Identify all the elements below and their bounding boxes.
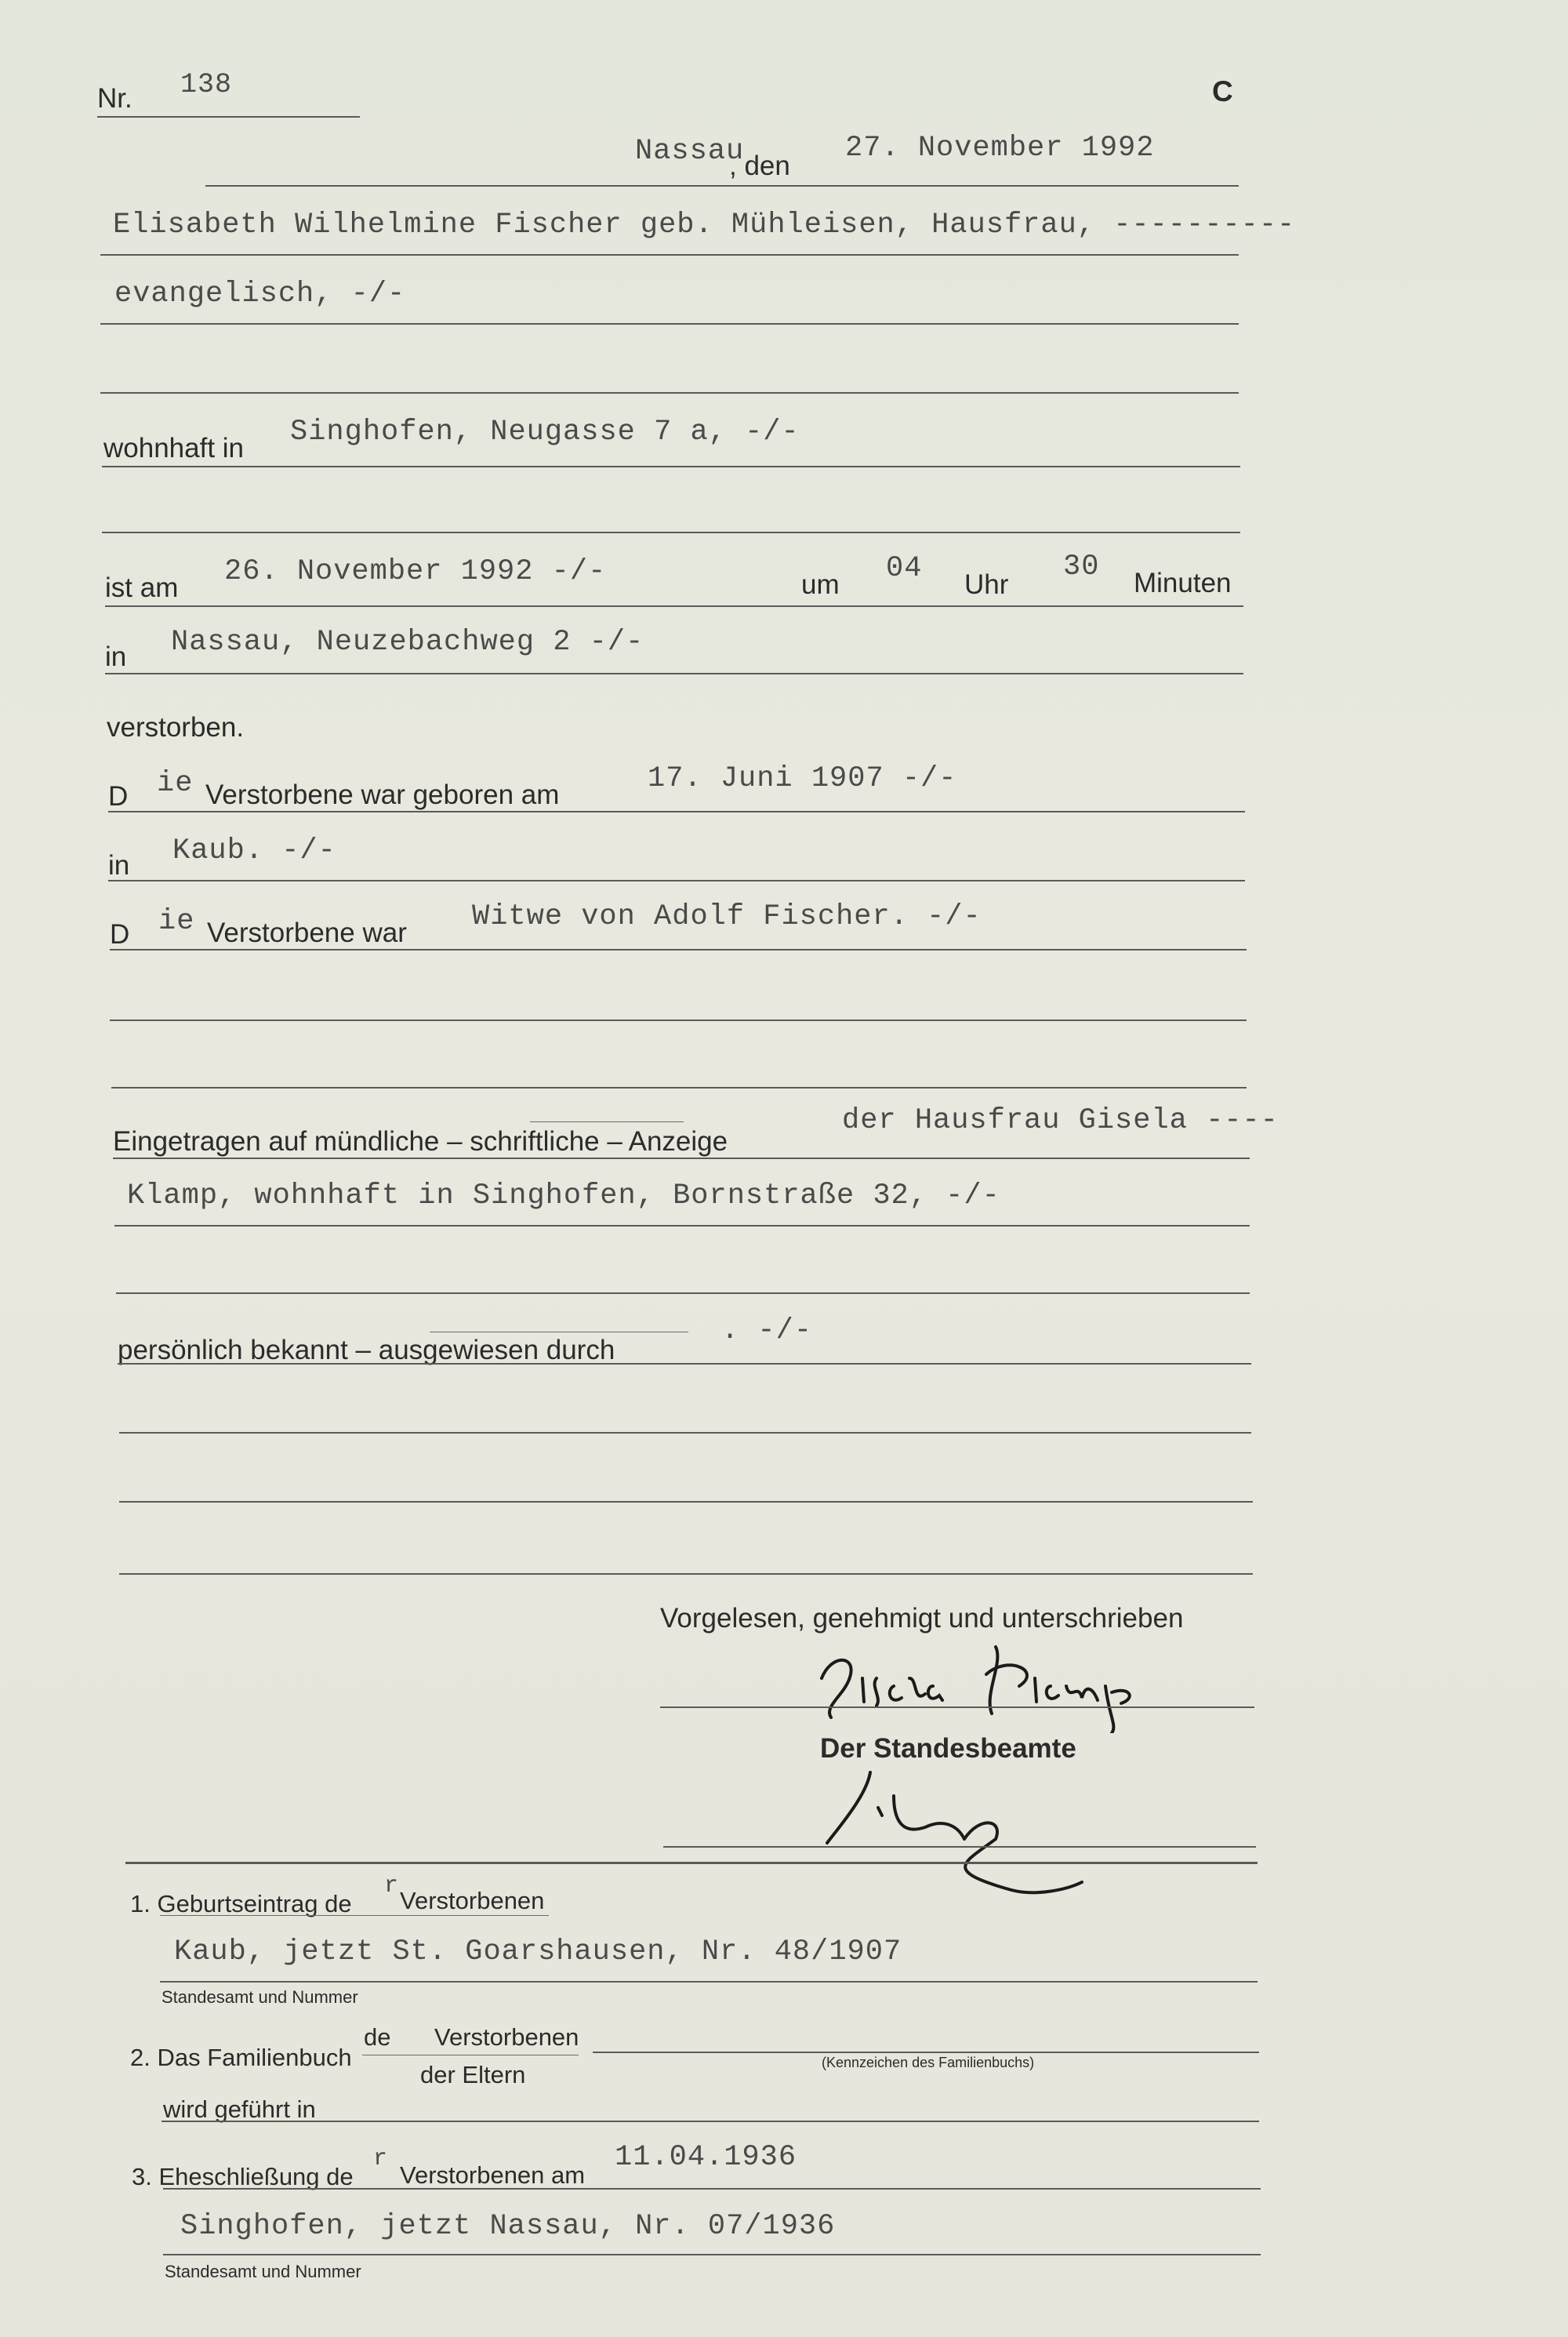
note1-insert: r [384,1873,400,1899]
place-value: Nassau [635,135,745,168]
wohnhaft-label: wohnhaft in [103,433,245,463]
um-label: um [801,569,840,600]
death-date: 26. November 1992 -/- [224,555,607,588]
birth-d-label: D [108,781,129,812]
residence-underline [102,466,1240,467]
informant-underline [114,1225,1250,1227]
status-label: Verstorbene war [207,918,407,948]
death-place: Nassau, Neuzebachweg 2 -/- [171,626,644,659]
ist-am-label: ist am [105,572,179,603]
blank-line [100,392,1239,394]
blank-line [110,1019,1247,1021]
death-minutes: 30 [1063,551,1100,583]
note3-date: 11.04.1936 [615,2141,797,2174]
birth-place-underline [108,880,1245,881]
minuten-label: Minuten [1134,568,1232,598]
note3-underline [163,2188,1261,2190]
nr-underline [97,116,360,118]
blank-line [116,1292,1250,1294]
report-underline [113,1158,1250,1159]
note3-insert: r [373,2146,389,2172]
person-line2-underline [100,323,1239,325]
note1-underline [160,1981,1258,1983]
note3-caption: Standesamt und Nummer [165,2262,361,2281]
registrar-signature [808,1765,1105,1898]
death-date-underline [105,605,1243,607]
note2-label: 2. Das Familienbuch [130,2044,352,2071]
note2-underline [593,2052,1259,2053]
status-underline [110,949,1247,950]
birth-in-label: in [108,850,130,881]
identity-label: persönlich bekannt – ausgewiesen durch [118,1335,615,1365]
informant-signature [808,1631,1168,1733]
identity-value: . -/- [721,1314,813,1347]
birth-label: Verstorbene war geboren am [205,780,560,810]
identity-underline [118,1363,1251,1365]
note3-label2: Verstorbenen am [400,2161,586,2189]
uhr-label: Uhr [964,569,1009,600]
blank-line [102,532,1240,533]
registrar-signature-line [663,1846,1256,1848]
page-letter: C [1212,75,1233,107]
note1-label-underline [160,1915,549,1916]
note2-caption: (Kennzeichen des Familienbuchs) [822,2055,1035,2070]
nr-label: Nr. [97,83,132,114]
blank-line [119,1501,1253,1503]
birth-ie-insert: ie [157,767,194,800]
person-name-line: Elisabeth Wilhelmine Fischer geb. Mühleisen, Hausfrau, ---------- [113,209,1296,242]
informant-line2: Klamp, wohnhaft in Singhofen, Bornstraße 32, -/- [127,1179,1000,1212]
status-ie-insert: ie [158,905,195,938]
status-d-label: D [110,919,130,950]
death-hour: 04 [886,552,923,585]
birth-place: Kaub. -/- [172,834,336,867]
verstorben-label: verstorben. [107,712,245,743]
note2-top: de [364,2023,391,2051]
note2-bottom: der Eltern [420,2061,526,2088]
in-label: in [105,641,127,672]
blank-line [119,1432,1251,1434]
note1-caption: Standesamt und Nummer [162,1987,358,2007]
registrar-label: Der Standesbeamte [820,1733,1076,1764]
marital-status: Witwe von Adolf Fischer. -/- [472,900,982,933]
informant-line1: der Hausfrau Gisela ---- [842,1104,1279,1137]
report-crossout [530,1121,684,1122]
note2-label2: wird geführt in [163,2095,316,2123]
birth-underline [108,811,1245,812]
note1-label: 1. Geburtseintrag de [130,1890,352,1917]
residence-value: Singhofen, Neugasse 7 a, -/- [290,416,800,449]
death-place-underline [105,673,1243,674]
note2-top2: Verstorbenen [434,2023,579,2051]
blank-line [119,1573,1253,1575]
note3-value: Singhofen, jetzt Nassau, Nr. 07/1936 [180,2210,836,2243]
note3-value-underline [163,2254,1261,2255]
birth-date: 17. Juni 1907 -/- [648,762,957,795]
date-underline [205,185,1239,187]
den-label: , den [729,151,790,181]
note1-value: Kaub, jetzt St. Goarshausen, Nr. 48/1907 [174,1935,902,1968]
informant-signature-line [660,1706,1254,1708]
registration-date: 27. November 1992 [845,132,1155,165]
person-line1-underline [100,254,1239,256]
note1-label2: Verstorbenen [400,1887,545,1914]
note3-label: 3. Eheschließung de [132,2163,354,2190]
read-approved-label: Vorgelesen, genehmigt und unterschrieben [660,1603,1184,1634]
religion-line: evangelisch, -/- [114,278,406,311]
section-divider [125,1862,1258,1864]
blank-line [111,1087,1247,1089]
report-label: Eingetragen auf mündliche – schriftliche – Anzeige [113,1126,728,1157]
note2-label2-underline [162,2121,1259,2122]
nr-value: 138 [180,69,233,100]
